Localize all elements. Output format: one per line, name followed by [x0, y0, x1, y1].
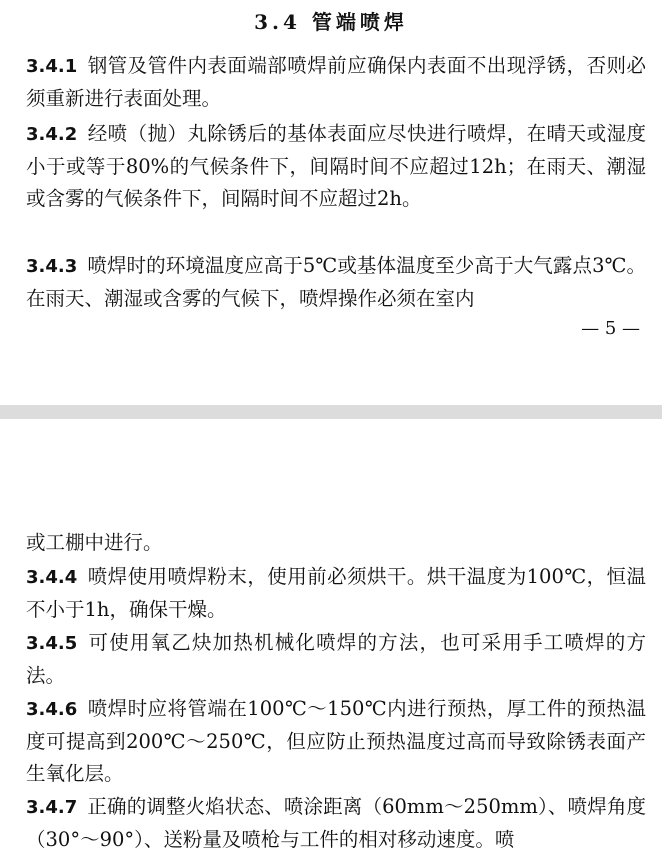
paragraph-3-4-7: [26, 791, 646, 856]
paragraph-3-4-5: [26, 627, 646, 692]
document-page-top: [0, 0, 662, 405]
paragraph-3-4-4: [26, 561, 646, 626]
clause-text: 钢管及管件内表面端部喷焊前应确保内表面不出现浮锈，否则必须重新进行表面处理。: [26, 54, 646, 110]
clause-number: 3.4.6: [26, 699, 78, 720]
clause-number: 3.4.3: [26, 256, 78, 277]
page-separator: [0, 405, 662, 419]
page-number: — 5 —: [581, 318, 640, 339]
clause-text: 正确的调整火焰状态、喷涂距离（60mm～250mm）、喷焊角度（30°～90°）、送粉量及喷枪与工件的相对移动速度。喷: [26, 795, 646, 851]
document-page-bottom: [0, 419, 662, 861]
paragraph-3-4-2: [26, 118, 646, 215]
paragraph-3-4-6: [26, 693, 646, 790]
clause-text: 喷焊时应将管端在100℃～150℃内进行预热，厚工件的预热温度可提高到200℃～250℃，但应防止预热温度过高而导致除锈表面产生氧化层。: [26, 697, 646, 785]
paragraph-continuation: 或工棚中进行。: [26, 531, 163, 554]
paragraph-3-4-1: [26, 50, 646, 115]
clause-text: 喷焊使用喷焊粉末，使用前必须烘干。烘干温度为100℃，恒温不小于1h，确保干燥。: [26, 565, 646, 621]
clause-number: 3.4.1: [26, 56, 78, 77]
paragraph-3-4-3: [26, 250, 646, 315]
clause-number: 3.4.2: [26, 124, 78, 145]
clause-text: 经喷（抛）丸除锈后的基体表面应尽快进行喷焊，在晴天或湿度小于或等于80%的气候条件下，间隔时间不应超过12h；在雨天、潮湿或含雾的气候条件下，间隔时间不应超过2h。: [26, 122, 646, 210]
clause-text: 可使用氧乙炔加热机械化喷焊的方法，也可采用手工喷焊的方法。: [26, 631, 646, 687]
clause-number: 3.4.7: [26, 797, 78, 818]
clause-text: 喷焊时的环境温度应高于5℃或基体温度至少高于大气露点3℃。在雨天、潮湿或含雾的气候下，喷焊操作必须在室内: [26, 254, 646, 310]
clause-number: 3.4.4: [26, 567, 78, 588]
section-heading: 3.4 管端喷焊: [254, 10, 408, 34]
clause-number: 3.4.5: [26, 633, 78, 654]
